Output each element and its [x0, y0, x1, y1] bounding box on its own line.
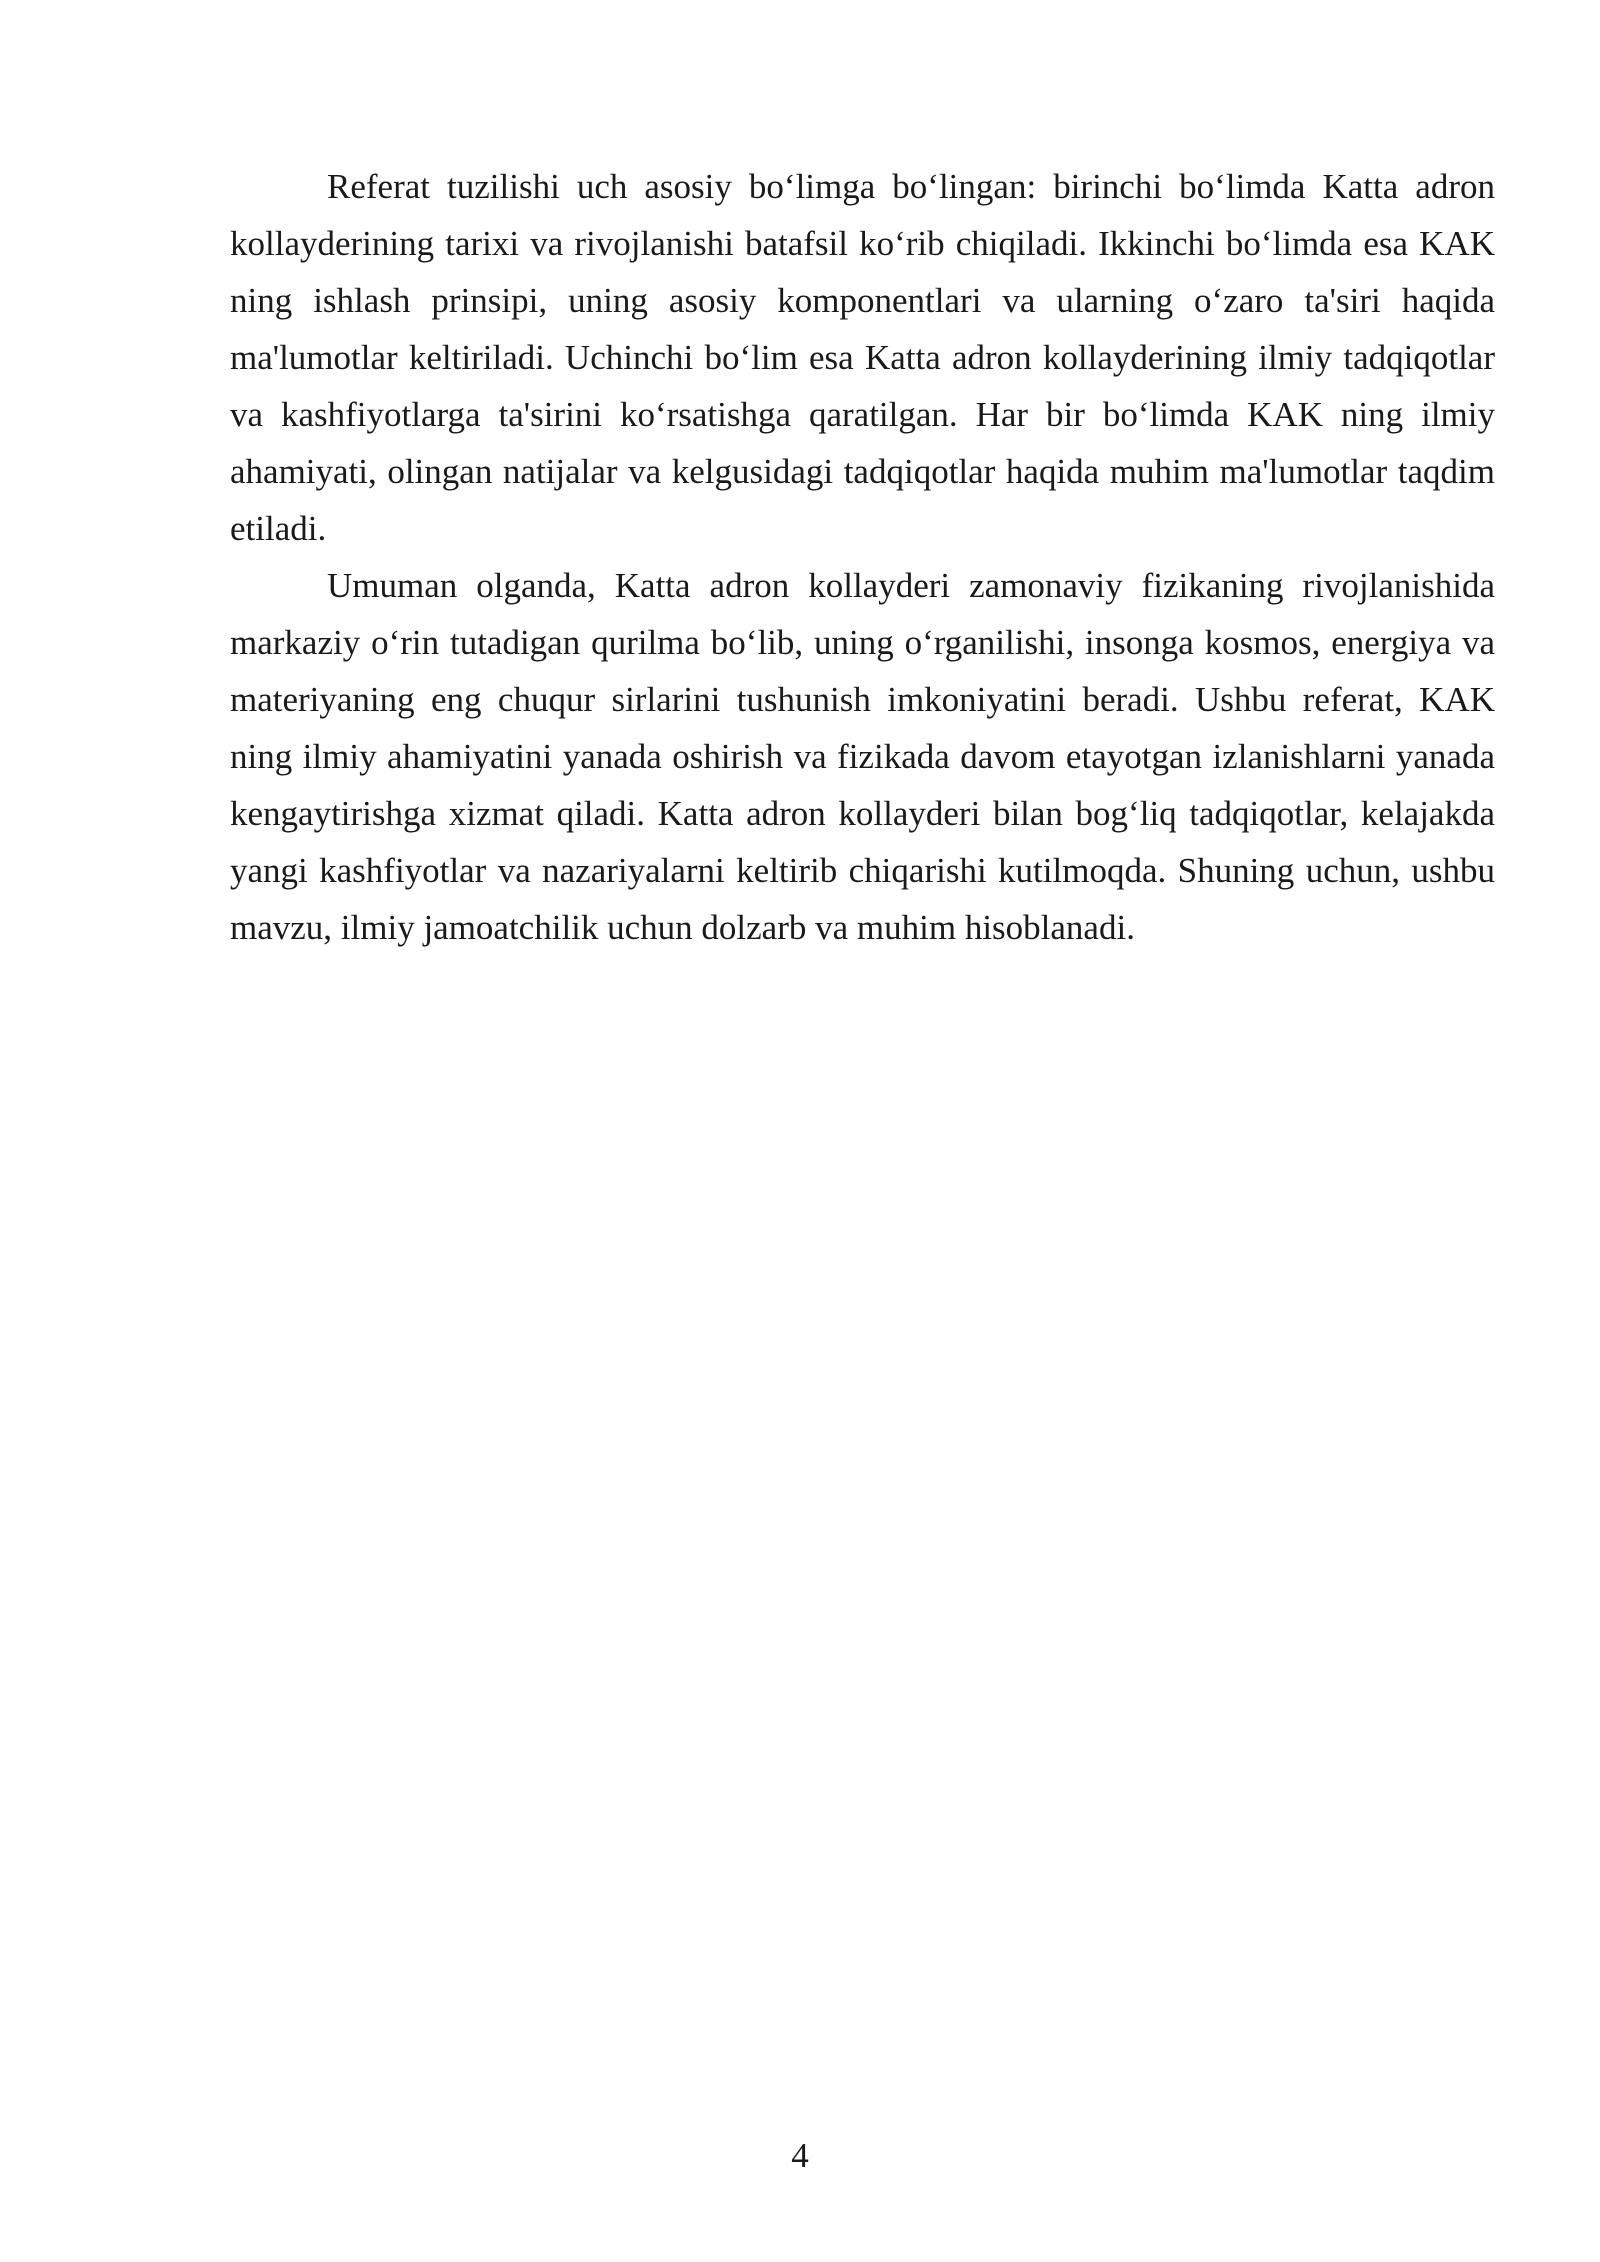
paragraph-conclusion: Umuman olganda, Katta adron kollayderi zamonaviy fizikaning rivojlanishida markaziy o‘rin tutadigan qurilma bo‘lib, uning o‘rganilishi, insonga kosmos, energiya va materiyaning eng chuqur sirlarini tushunish imkoniyatini beradi. Ushbu referat, KAK ning ilmiy ahamiyatini yanada oshirish va fizikada davom etayotgan izlanishlarni yanada kengaytirishga xizmat qiladi. Katta adron kollayderi bilan bog‘liq tadqiqotlar, kelajakda yangi kashfiyotlar va nazariyalarni keltirib chiqarishi kutilmoqda. Shuning uchun, ushbu mavzu, ilmiy jamoatchilik uchun dolzarb va muhim hisoblanadi. — [230, 566, 1495, 947]
page-number: 4 — [791, 2136, 809, 2175]
paragraph-structure: Referat tuzilishi uch asosiy bo‘limga bo‘lingan: birinchi bo‘limda Katta adron kollayderining tarixi va rivojlanishi batafsil ko‘rib chiqiladi. Ikkinchi bo‘limda esa KAK ning ishlash prinsipi, uning asosiy komponentlari va ularning o‘zaro ta'siri haqida ma'lumotlar keltiriladi. Uchinchi bo‘lim esa Katta adron kollayderining ilmiy tadqiqotlar va kashfiyotlarga ta'sirini ko‘rsatishga qaratilgan. Har bir bo‘limda KAK ning ilmiy ahamiyati, olingan natijalar va kelgusidagi tadqiqotlar haqida muhim ma'lumotlar taqdim etiladi. — [230, 167, 1495, 548]
body-text — [230, 158, 1495, 956]
